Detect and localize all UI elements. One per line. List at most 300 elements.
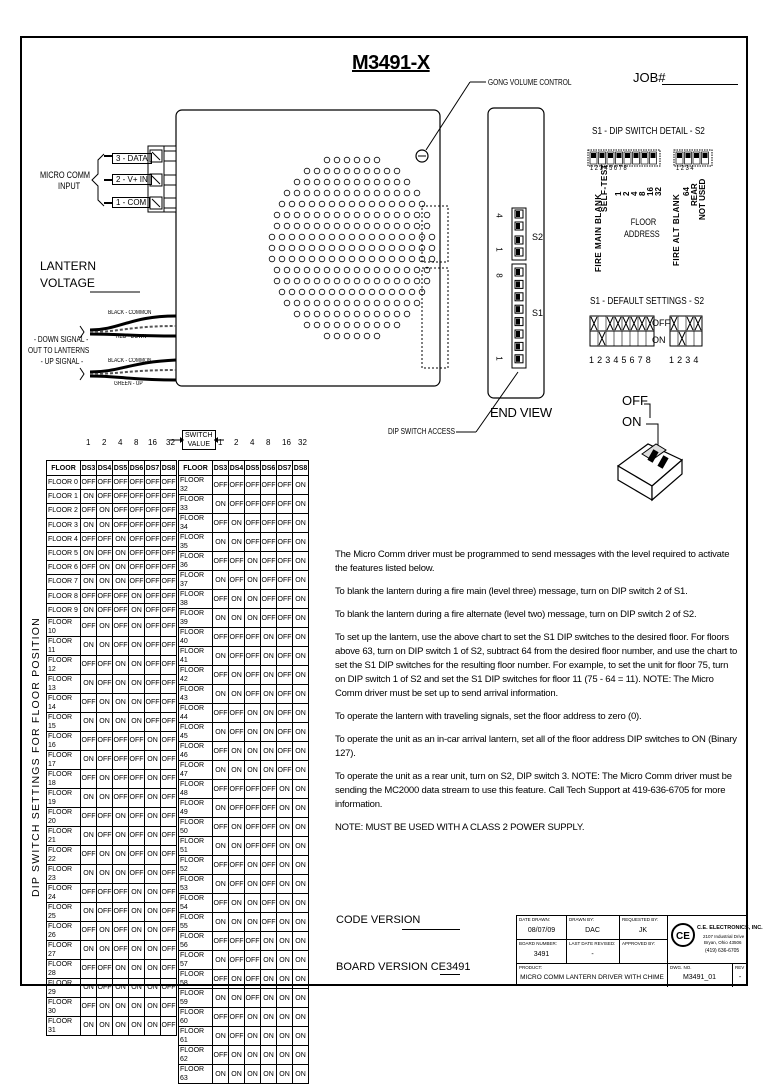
switch-state-cell: OFF [229,932,245,951]
table-row [179,628,309,647]
switch-state-cell: ON [81,864,97,883]
switch-state-cell: ON [97,617,113,636]
speaker-hole [354,278,360,284]
floor-cell: FLOOR 58 [179,970,213,989]
switch-state-cell: OFF [161,693,177,712]
bit-value-2: 2 [622,191,631,196]
switch-state-cell: OFF [161,978,177,997]
table-row [179,723,309,742]
speaker-hole [389,256,395,262]
floor-cell: FLOOR 30 [47,997,81,1016]
tb-company: C.E. ELECTRONICS, INC. [697,925,763,931]
switch-state-cell: OFF [261,495,277,514]
speaker-hole [334,212,340,218]
switch-state-cell: ON [213,571,229,590]
speaker-hole [314,278,320,284]
switch-state-cell: ON [229,913,245,932]
table-header: DS8 [161,461,177,476]
switch-state-cell: OFF [145,561,161,575]
speaker-hole [294,278,300,284]
switch-state-cell: ON [97,788,113,807]
table-row [179,894,309,913]
wire-black-common-bottom: BLACK - COMMON [108,358,152,364]
switch-state-cell: ON [145,769,161,788]
switch-state-cell: OFF [277,647,293,666]
bit-header-value: 1 [218,438,223,447]
switch-state-cell: ON [213,1027,229,1046]
switch-state-cell: ON [261,704,277,723]
switch-state-cell: ON [293,913,309,932]
switch-state-cell: OFF [213,894,229,913]
bit-header-value: 2 [234,438,239,447]
table-row [47,978,177,997]
switch-state-cell: OFF [161,674,177,693]
switch-state-cell: ON [97,636,113,655]
floor-cell: FLOOR 7 [47,575,81,589]
speaker-hole [369,289,375,295]
speaker-hole [344,157,350,163]
speaker-hole [309,289,315,295]
switch-state-cell: ON [277,799,293,818]
switch-state-cell: OFF [277,685,293,704]
switch-state-cell: OFF [97,655,113,674]
table-row [179,685,309,704]
switch-state-cell: OFF [161,546,177,560]
switch-state-cell: OFF [129,518,145,532]
switch-state-cell: OFF [81,655,97,674]
speaker-hole [324,300,330,306]
floor-address-label [624,216,660,240]
micro-comm-line-2: INPUT [58,181,81,191]
speaker-hole [299,245,305,251]
switch-state-cell: OFF [81,845,97,864]
speaker-hole [354,223,360,229]
switch-state-cell: ON [293,761,309,780]
speaker-hole [314,168,320,174]
switch-state-cell: OFF [213,514,229,533]
instruction-1: The Micro Comm driver must be programmed to send messages with the level required to activate the features listed below. [335,549,730,574]
speaker-hole [384,322,390,328]
switch-state-cell: OFF [129,476,145,490]
speaker-hole [359,289,365,295]
floor-cell: FLOOR 38 [179,590,213,609]
speaker-hole [319,234,325,240]
speaker-hole [384,190,390,196]
speaker-hole [359,245,365,251]
table-row [47,476,177,490]
speaker-hole [329,245,335,251]
speaker-hole [334,267,340,273]
switch-state-cell: ON [261,970,277,989]
floor-address-line-2: ADDRESS [624,229,660,239]
switch-state-cell: ON [81,518,97,532]
speaker-hole [284,223,290,229]
label-fire-alt-blank: FIRE ALT BLANK [672,193,681,266]
speaker-hole [399,245,405,251]
speaker-hole [324,267,330,273]
table-row [47,674,177,693]
switch-state-cell: OFF [245,666,261,685]
speaker-hole [409,289,415,295]
speaker-hole [349,256,355,262]
table-row [47,617,177,636]
speaker-hole [274,223,280,229]
table-row [179,571,309,590]
floor-cell: FLOOR 5 [47,546,81,560]
speaker-hole [414,300,420,306]
switch-state-cell: ON [213,799,229,818]
switch-state-cell: OFF [229,875,245,894]
table-row [47,532,177,546]
switch-state-cell: ON [97,712,113,731]
switch-state-cell: ON [229,989,245,1008]
bit-header-value: 16 [282,438,291,447]
switch-state-cell: ON [229,685,245,704]
table-header: DS4 [229,461,245,476]
switch-state-cell: OFF [161,575,177,589]
speaker-hole [354,267,360,273]
speaker-hole [339,245,345,251]
speaker-hole [339,201,345,207]
speaker-hole [319,289,325,295]
switch-state-cell: ON [81,490,97,504]
switch-state-cell: OFF [161,712,177,731]
table-row [47,769,177,788]
speaker-hole [389,234,395,240]
floor-cell: FLOOR 47 [179,761,213,780]
switch-state-cell: OFF [161,655,177,674]
floor-cell: FLOOR 11 [47,636,81,655]
speaker-hole [309,201,315,207]
speaker-hole [349,289,355,295]
switch-state-cell: OFF [97,546,113,560]
switch-state-cell: OFF [161,561,177,575]
speaker-hole [354,190,360,196]
switch-state-cell: OFF [261,856,277,875]
floor-cell: FLOOR 34 [179,514,213,533]
tb-address2: Bryan, Ohio 43506 [704,940,742,945]
switch-state-cell: ON [229,1046,245,1065]
table-row [47,807,177,826]
speaker-hole [354,311,360,317]
switch-state-cell: OFF [113,490,129,504]
switch-state-cell: OFF [161,731,177,750]
switch-state-cell: ON [145,788,161,807]
table-row [47,750,177,769]
speaker-hole [379,245,385,251]
speaker-hole [364,278,370,284]
table-row [179,799,309,818]
speaker-hole [374,300,380,306]
switch-state-cell: ON [81,575,97,589]
table-header: DS5 [113,461,129,476]
switch-state-cell: ON [277,818,293,837]
switch-state-cell: ON [81,603,97,617]
speaker-hole [364,190,370,196]
table-row [179,590,309,609]
switch-state-cell: OFF [145,655,161,674]
bit-header-value: 1 [86,438,91,447]
switch-state-cell: OFF [261,837,277,856]
switch-state-cell: ON [97,504,113,518]
speaker-hole [404,212,410,218]
table-row [47,561,177,575]
table-row [179,1027,309,1046]
switch-state-cell: OFF [81,921,97,940]
tb-approved-label: APPROVED BY: [622,941,656,946]
switch-state-cell: ON [145,750,161,769]
switch-state-cell: ON [261,647,277,666]
speaker-hole [374,168,380,174]
table-row [179,647,309,666]
switch-state-cell: OFF [229,1008,245,1027]
default-settings-diagram [588,314,708,354]
speaker-hole [399,201,405,207]
switch-state-cell: ON [293,989,309,1008]
speaker-hole [379,201,385,207]
switch-illustration [608,396,718,506]
floor-cell: FLOOR 6 [47,561,81,575]
speaker-hole [274,212,280,218]
instruction-6: To operate the unit as an in-car arrival lantern, set all of the floor address DIP switches to ON (Binary 127). [335,734,737,759]
switch-state-cell: ON [97,575,113,589]
switch-state-cell: OFF [213,704,229,723]
switch-state-cell: OFF [97,807,113,826]
floor-cell: FLOOR 53 [179,875,213,894]
speaker-hole [324,157,330,163]
board-version-label: BOARD VERSION CE3491 [336,961,471,973]
floor-cell: FLOOR 25 [47,902,81,921]
switch-state-cell: ON [293,628,309,647]
floor-cell: FLOOR 52 [179,856,213,875]
switch-state-cell: OFF [81,476,97,490]
switch-state-cell: ON [129,921,145,940]
switch-state-cell: ON [129,883,145,902]
switch-state-cell: ON [245,761,261,780]
switch-state-cell: OFF [277,495,293,514]
floor-cell: FLOOR 48 [179,780,213,799]
speaker-hole [389,245,395,251]
floor-cell: FLOOR 4 [47,532,81,546]
switch-state-cell: OFF [229,856,245,875]
switch-state-cell: ON [129,902,145,921]
speaker-hole [349,245,355,251]
switch-state-cell: OFF [245,989,261,1008]
tb-address1: 2107 Industrial Drive [703,934,745,939]
switch-state-cell: ON [113,655,129,674]
switch-state-cell: OFF [161,603,177,617]
tb-drawn: DAC [585,927,600,934]
switch-state-cell: OFF [113,921,129,940]
floor-cell: FLOOR 42 [179,666,213,685]
switch-state-cell: OFF [261,476,277,495]
switch-state-cell: OFF [261,533,277,552]
instruction-5: To operate the lantern with traveling signals, set the floor address to zero (0). [335,711,642,722]
speaker-hole [329,234,335,240]
switch-state-cell: OFF [213,818,229,837]
job-label-text: JOB# [633,70,666,85]
switch-state-cell: ON [229,533,245,552]
speaker-hole [374,267,380,273]
speaker-hole [384,300,390,306]
switch-state-cell: OFF [261,514,277,533]
table-row [47,490,177,504]
instruction-3: To blank the lantern during a fire alternate (level two) message, turn on DIP switch 2 of S2. [335,609,697,620]
switch-state-cell: ON [261,1065,277,1084]
floor-cell: FLOOR 2 [47,504,81,518]
switch-state-cell: OFF [113,636,129,655]
switch-state-cell: ON [293,894,309,913]
switch-state-cell: ON [261,761,277,780]
switch-state-cell: ON [293,590,309,609]
switch-state-cell: OFF [229,780,245,799]
signals-label [28,334,89,367]
speaker-hole [364,212,370,218]
switch-state-cell: OFF [113,589,129,603]
wire-red-down: RED - DOWN [116,334,147,340]
switch-state-cell: OFF [81,617,97,636]
floor-cell: FLOOR 46 [179,742,213,761]
terminal-clamp [164,175,176,185]
floor-cell: FLOOR 24 [47,883,81,902]
speaker-hole [374,212,380,218]
switch-state-cell: OFF [81,532,97,546]
switch-state-cell: ON [213,647,229,666]
speaker-hole [404,190,410,196]
switch-state-cell: OFF [277,704,293,723]
speaker-hole [409,234,415,240]
table-row [179,666,309,685]
switch-state-cell: OFF [261,609,277,628]
switch-state-cell: OFF [229,571,245,590]
tb-dwg-label: DWG. NO. [670,965,692,970]
switch-state-cell: OFF [113,603,129,617]
speaker-hole [424,223,430,229]
switch-off-label: OFF [622,393,648,408]
floor-cell: FLOOR 28 [47,959,81,978]
switch-state-cell: ON [113,1016,129,1035]
switch-state-cell: OFF [229,647,245,666]
switch-state-cell: ON [293,552,309,571]
table-row [47,959,177,978]
lantern-voltage-label [40,258,96,292]
switch-state-cell: ON [213,761,229,780]
floor-cell: FLOOR 10 [47,617,81,636]
switch-state-cell: OFF [261,875,277,894]
table-header: DS5 [245,461,261,476]
switch-state-cell: ON [113,845,129,864]
switch-state-cell: OFF [277,742,293,761]
ic-socket-lower [422,268,448,368]
table-row [179,514,309,533]
switch-state-cell: OFF [229,495,245,514]
switch-state-cell: ON [113,532,129,546]
wire-green-up: GREEN - UP [114,381,143,387]
switch-state-cell: ON [293,856,309,875]
switch-state-cell: ON [145,959,161,978]
speaker-hole [294,311,300,317]
speaker-hole [384,267,390,273]
speaker-hole [354,212,360,218]
floor-cell: FLOOR 9 [47,603,81,617]
switch-state-cell: ON [97,864,113,883]
speaker-hole [404,311,410,317]
switch-state-cell: OFF [129,864,145,883]
floor-cell: FLOOR 49 [179,799,213,818]
speaker-hole [414,212,420,218]
switch-state-cell: ON [81,750,97,769]
speaker-hole [329,201,335,207]
floor-cell: FLOOR 19 [47,788,81,807]
speaker-hole [354,300,360,306]
end-view-s2-num-1: 1 [494,247,504,252]
switch-state-cell: OFF [129,546,145,560]
switch-state-cell: OFF [129,845,145,864]
floor-cell: FLOOR 32 [179,476,213,495]
speaker-hole [294,267,300,273]
speaker-hole [374,311,380,317]
switch-state-cell: ON [129,693,145,712]
switch-state-cell: OFF [81,997,97,1016]
switch-state-cell: ON [277,970,293,989]
switch-state-cell: ON [129,712,145,731]
switch-state-cell: ON [229,894,245,913]
switch-state-cell: OFF [261,571,277,590]
end-view-s1-num-1: 1 [494,356,504,361]
switch-state-cell: OFF [245,533,261,552]
switch-state-cell: ON [129,940,145,959]
switch-state-cell: ON [213,685,229,704]
switch-state-cell: ON [97,561,113,575]
switch-state-cell: OFF [213,590,229,609]
speaker-hole [329,256,335,262]
speaker-hole [324,311,330,317]
switch-state-cell: ON [229,742,245,761]
switch-state-cell: OFF [81,731,97,750]
speaker-hole [304,311,310,317]
switch-state-cell: ON [113,826,129,845]
switch-state-cell: ON [145,997,161,1016]
switch-state-cell: OFF [129,490,145,504]
switch-state-cell: ON [277,894,293,913]
speaker-hole [334,190,340,196]
speaker-hole [384,311,390,317]
switch-state-cell: ON [277,932,293,951]
board-outline [176,110,440,386]
input-bracket [92,154,104,206]
speaker-hole [344,311,350,317]
switch-state-cell: OFF [97,902,113,921]
speaker-hole [399,256,405,262]
company-logo [670,922,696,948]
speaker-hole [389,289,395,295]
speaker-hole [274,267,280,273]
speaker-hole [409,201,415,207]
speaker-hole [394,223,400,229]
switch-state-cell: ON [245,1027,261,1046]
table-header: DS6 [261,461,277,476]
speaker-hole [304,278,310,284]
switch-state-cell: ON [245,704,261,723]
table-row [47,902,177,921]
switch-state-cell: OFF [277,552,293,571]
speaker-hole [284,300,290,306]
speaker-hole [429,245,435,251]
speaker-hole [404,300,410,306]
table-row [47,921,177,940]
speaker-hole [404,267,410,273]
speaker-hole [289,234,295,240]
